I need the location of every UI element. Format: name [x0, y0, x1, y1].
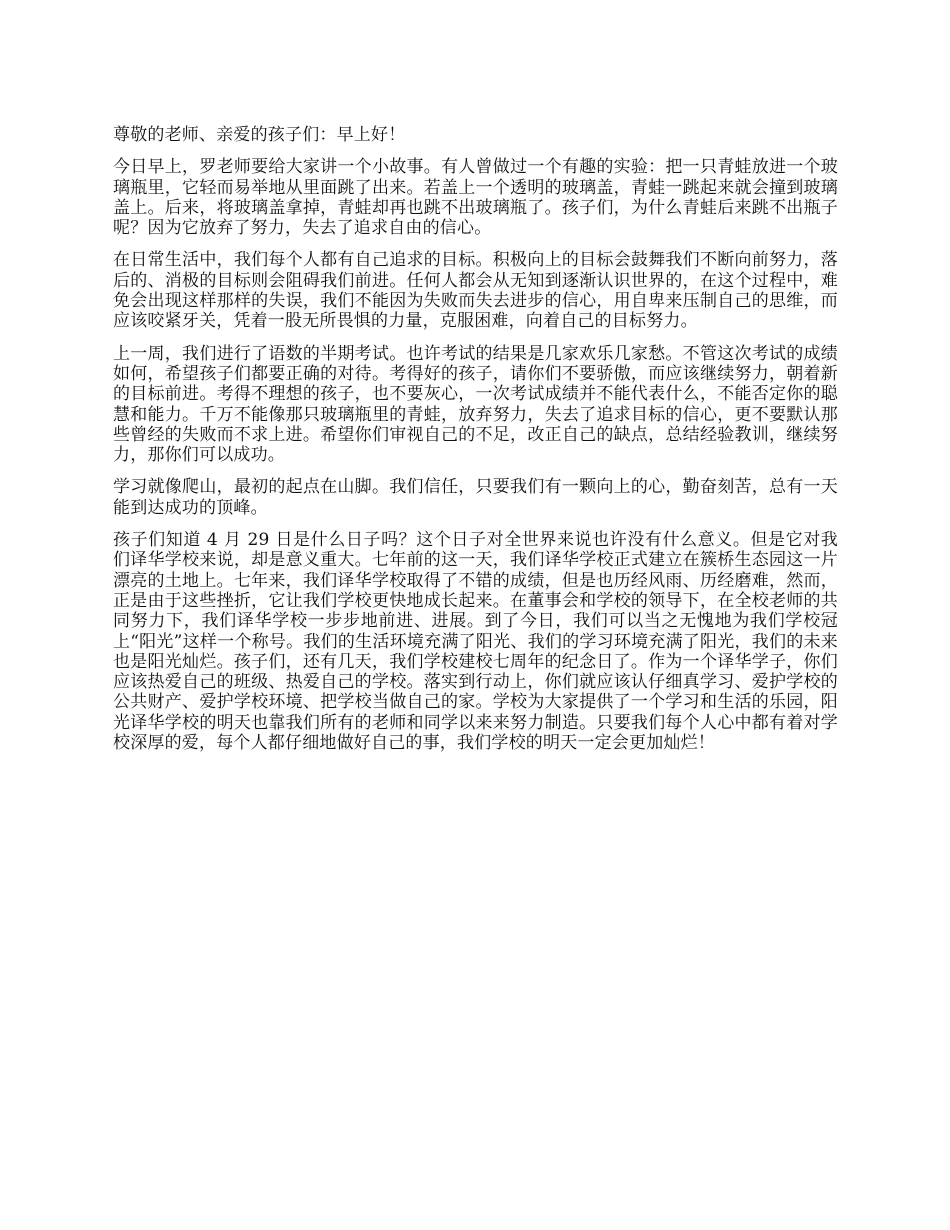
document-body: [113, 125, 838, 765]
paragraph-goals: 在日常生活中，我们每个人都有自己追求的目标。积极向上的目标会鼓舞我们不断向前努力，落后的、消极的目标则会阻碍我们前进。任何人都会从无知到逐渐认识世界的，在这个过程中，难免会出现这样那样的失误，我们不能因为失败而失去进步的信心，用自卑来压制自己的思维，而应该咬紧牙关，凭着一股无所畏惧的力量，克服困难，向着自己的目标努力。: [113, 250, 838, 332]
paragraph-school-anniversary: 孩子们知道 4 月 29 日是什么日子吗？这个日子对全世界来说也许没有什么意义。但是它对我们译华学校来说，却是意义重大。七年前的这一天，我们译华学校正式建立在簇桥生态园这一片漂亮的土地上。七年来，我们译华学校取得了不错的成绩，但是也历经风雨、历经磨难，然而，正是由于这些挫折，它让我们学校更快地成长起来。在董事会和学校的领导下，在全校老师的共同努力下，我们译华学校一步步地前进、进展。到了今日，我们可以当之无愧地为我们学校冠上“阳光”这样一个称号。我们的生活环境充满了阳光、我们的学习环境充满了阳光，我们的未来也是阳光灿烂。孩子们，还有几天，我们学校建校七周年的纪念日了。作为一个译华学子，你们应该热爱自己的班级、热爱自己的学校。落实到行动上，你们就应该认仔细真学习、爱护学校的公共财产、爱护学校环境、把学校当做自己的家。学校为大家提供了一个学习和生活的乐园，阳光译华学校的明天也靠我们所有的老师和同学以来来努力制造。只要我们每个人心中都有着对学校深厚的爱，每个人都仔细地做好自己的事，我们学校的明天一定会更加灿烂！: [113, 530, 838, 754]
paragraph-climbing: 学习就像爬山，最初的起点在山脚。我们信任，只要我们有一颗向上的心，勤奋刻苦，总有一天能到达成功的顶峰。: [113, 477, 838, 518]
paragraph-frog-story: 今日早上，罗老师要给大家讲一个小故事。有人曾做过一个有趣的实验：把一只青蛙放进一个玻璃瓶里，它轻而易举地从里面跳了出来。若盖上一个透明的玻璃盖，青蛙一跳起来就会撞到玻璃盖上。后来，将玻璃盖拿掉，青蛙却再也跳不出玻璃瓶了。孩子们，为什么青蛙后来跳不出瓶子呢？因为它放弃了努力，失去了追求自由的信心。: [113, 157, 838, 239]
paragraph-midterm-exam: 上一周，我们进行了语数的半期考试。也许考试的结果是几家欢乐几家愁。不管这次考试的成绩如何，希望孩子们都要正确的对待。考得好的孩子，请你们不要骄傲，而应该继续努力，朝着新的目标前进。考得不理想的孩子，也不要灰心，一次考试成绩并不能代表什么，不能否定你的聪慧和能力。千万不能像那只玻璃瓶里的青蛙，放弃努力，失去了追求目标的信心，更不要默认那些曾经的失败而不求上进。希望你们审视自己的不足，改正自己的缺点，总结经验教训，继续努力，那你们可以成功。: [113, 343, 838, 466]
greeting-line: 尊敬的老师、亲爱的孩子们：早上好！: [113, 125, 406, 145]
